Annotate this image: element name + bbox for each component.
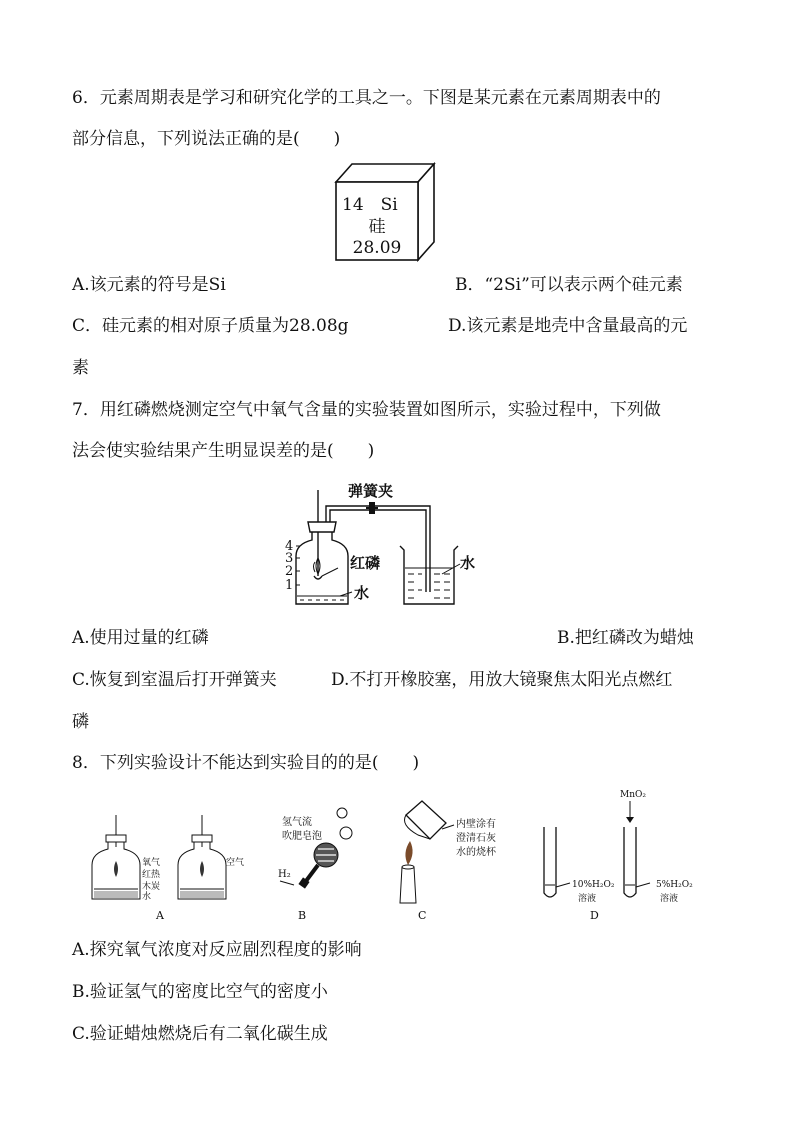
q6-option-a: A.该元素的符号是Si <box>72 275 226 295</box>
a-hot-1: 红热 <box>142 870 161 880</box>
q7-option-c: C.恢复到室温后打开弹簧夹 <box>72 670 277 690</box>
a-water: 水 <box>142 892 152 902</box>
b-text2: 吹肥皂泡 <box>282 831 322 842</box>
clamp-label: 弹簧夹 <box>348 482 394 500</box>
c-label: C <box>418 909 427 922</box>
q6-periodic-cell <box>330 160 440 265</box>
figure-d <box>544 790 693 922</box>
b-label: B <box>298 909 307 922</box>
figure-c <box>400 801 497 922</box>
d-left-2: 溶液 <box>578 894 597 904</box>
q6-stem-line2: 部分信息，下列说法正确的是( ) <box>72 129 341 149</box>
q8-option-b: B.验证氢气的密度比空气的密度小 <box>72 982 328 1002</box>
water-label-beaker: 水 <box>460 554 476 572</box>
a-label: A <box>156 909 164 922</box>
scale-4: 4 <box>285 539 294 554</box>
q6-stem-line1: 6．元素周期表是学习和研究化学的工具之一。下图是某元素在元素周期表中的 <box>72 88 661 108</box>
red-phosphorus-label: 红磷 <box>350 554 381 572</box>
c-text1: 内壁涂有 <box>456 819 496 830</box>
a-hot-2: 木炭 <box>142 882 161 892</box>
q6-option-b: B．“2Si”可以表示两个硅元素 <box>455 275 683 295</box>
q8-stem: 8．下列实验设计不能达到实验目的的是( ) <box>72 753 420 773</box>
q7-stem-line1: 7．用红磷燃烧测定空气中氧气含量的实验装置如图所示，实验过程中，下列做 <box>72 400 661 420</box>
cell-name: 硅 <box>368 217 386 237</box>
d-left-1: 10%H₂O₂ <box>572 880 615 890</box>
a-oxygen: 氧气 <box>142 858 161 868</box>
cell-number-symbol: 14 Si <box>342 195 398 215</box>
d-mno2: MnO₂ <box>620 790 646 800</box>
d-right-2: 溶液 <box>660 894 679 904</box>
cell-mass: 28.09 <box>352 238 402 258</box>
figure-a <box>92 815 244 922</box>
c-text3: 水的烧杯 <box>456 847 496 858</box>
q7-apparatus <box>282 476 482 611</box>
q7-option-a: A.使用过量的红磷 <box>72 628 209 648</box>
scale-1: 1 <box>285 578 294 593</box>
q8-option-c: C.验证蜡烛燃烧后有二氧化碳生成 <box>72 1024 328 1044</box>
d-label: D <box>590 909 599 922</box>
water-label-bottle: 水 <box>354 584 370 602</box>
q6-option-c: C．硅元素的相对原子质量为28.08g <box>72 316 349 336</box>
a-air: 空气 <box>226 858 245 868</box>
q7-option-b: B.把红磷改为蜡烛 <box>557 628 694 648</box>
q6-option-d-line2: 素 <box>72 358 89 378</box>
c-text2: 澄清石灰 <box>456 833 496 844</box>
d-right-1: 5%H₂O₂ <box>656 880 693 890</box>
q7-option-d-line1: D.不打开橡胶塞，用放大镜聚焦太阳光点燃红 <box>331 670 673 690</box>
q7-option-d-line2: 磷 <box>72 712 89 732</box>
scale-2: 2 <box>285 564 294 579</box>
figure-b <box>278 808 352 922</box>
q7-stem-line2: 法会使实验结果产生明显误差的是( ) <box>72 441 375 461</box>
q8-option-a: A.探究氧气浓度对反应剧烈程度的影响 <box>72 940 362 960</box>
scale-3: 3 <box>285 551 294 566</box>
q6-option-d-line1: D.该元素是地壳中含量最高的元 <box>448 316 688 336</box>
b-text1: 氢气流 <box>282 817 312 828</box>
b-h2: H₂ <box>278 869 291 880</box>
q8-figures <box>80 785 720 925</box>
